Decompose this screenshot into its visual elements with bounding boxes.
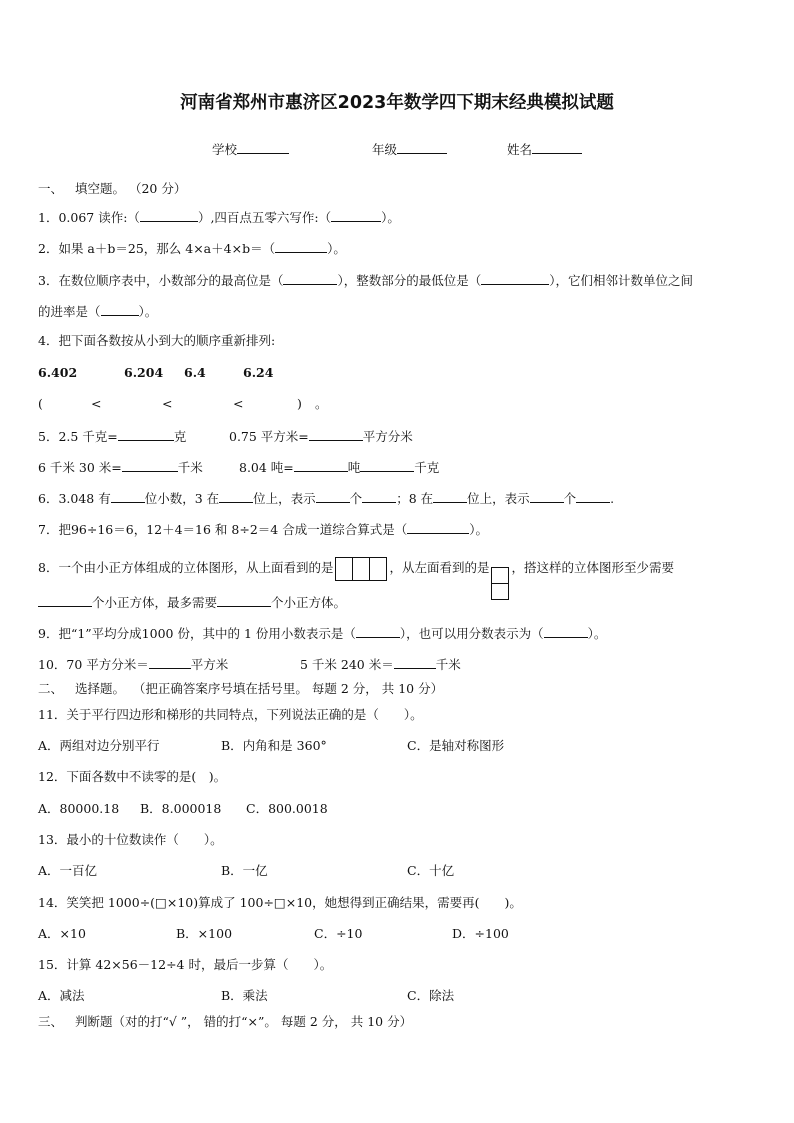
answer-blank[interactable] — [362, 489, 396, 503]
q7-text-b: ）。 — [469, 522, 488, 537]
question-10-part2 — [300, 655, 461, 673]
answer-blank[interactable] — [118, 427, 174, 441]
q5-text-h: 吨 — [347, 460, 361, 475]
answer-blank[interactable] — [283, 271, 337, 285]
question-9 — [38, 624, 606, 642]
school-label: 学校 — [212, 142, 238, 157]
answer-blank[interactable] — [101, 302, 139, 316]
option-b[interactable]: B．内角和是 360° — [221, 738, 327, 753]
section2-number: 二、 — [38, 681, 64, 696]
q6-text-c: 位上，表示 — [253, 491, 316, 506]
question-15: 15．计算 42×56－12÷4 时，最后一步算（ ）。 — [38, 957, 333, 972]
q6-text-g: 个 — [563, 491, 577, 506]
q8-text-a: 8．一个由小正方体组成的立体图形，从上面看到的是 — [38, 560, 334, 575]
answer-blank[interactable] — [316, 489, 350, 503]
answer-blank[interactable] — [544, 624, 588, 638]
answer-blank[interactable] — [356, 624, 400, 638]
q8-text-b: ，从左面看到的是 — [389, 560, 490, 575]
q4-period: 。 — [315, 396, 328, 411]
option-b[interactable]: B．×100 — [176, 926, 233, 941]
q6-text-a: 6．3.048 有 — [38, 491, 111, 506]
answer-blank[interactable] — [394, 655, 436, 669]
question-3 — [38, 271, 693, 289]
left-view-figure — [491, 567, 509, 600]
option-c[interactable]: C．÷10 — [314, 926, 363, 941]
answer-blank[interactable] — [433, 489, 467, 503]
answer-blank[interactable] — [576, 489, 610, 503]
answer-blank[interactable] — [149, 655, 191, 669]
section3-number: 三、 — [38, 1014, 64, 1029]
option-c[interactable]: C．十亿 — [407, 863, 455, 878]
name-field — [507, 140, 582, 158]
answer-blank[interactable] — [309, 427, 363, 441]
question-5-line2 — [38, 458, 203, 476]
grade-blank[interactable] — [397, 140, 447, 154]
section1-title: 填空题。 — [74, 181, 125, 196]
question-2 — [38, 239, 346, 257]
section2-heading — [38, 681, 443, 697]
option-b[interactable]: B．乘法 — [221, 988, 268, 1003]
question-1 — [38, 208, 400, 226]
option-c[interactable]: C．是轴对称图形 — [407, 738, 505, 753]
q4-close-paren: ) — [297, 396, 302, 411]
section3-heading — [38, 1014, 412, 1030]
q5-text-d: 平方分米 — [362, 429, 413, 444]
q1-text-c: ）。 — [381, 210, 400, 225]
question-6 — [38, 489, 614, 507]
q4-number-1: 6.402 — [38, 365, 78, 380]
q3-text-c: ），它们相邻计数单位之间 — [549, 273, 693, 288]
answer-blank[interactable] — [217, 593, 271, 607]
q6-text-e: ；8 在 — [396, 491, 434, 506]
answer-blank[interactable] — [407, 520, 469, 534]
q2-text-a: 2．如果 a＋b＝25，那么 4×a＋4×b＝（ — [38, 241, 276, 256]
section3-title: 判断题（对的打“√ ”， 错的打“×”。 每题 2 分， 共 10 分） — [74, 1014, 413, 1029]
top-view-figure — [335, 557, 387, 581]
question-11: 11．关于平行四边形和梯形的共同特点，下列说法正确的是（ ）。 — [38, 707, 423, 722]
name-label: 姓名 — [507, 142, 533, 157]
option-c[interactable]: C．800.0018 — [246, 801, 328, 816]
q5-text-a: 5．2.5 千克= — [38, 429, 118, 444]
q3-text-d: 的进率是（ — [38, 304, 101, 319]
q6-text-h: . — [610, 491, 615, 506]
q3-text-b: ），整数部分的最低位是（ — [337, 273, 482, 288]
q4-less-than: < — [162, 396, 173, 411]
question-8-cont — [38, 593, 346, 611]
answer-blank[interactable] — [140, 208, 198, 222]
q9-text-c: ）。 — [587, 626, 607, 641]
question-4: 4．把下面各数按从小到大的顺序重新排列: — [38, 333, 276, 348]
answer-blank[interactable] — [111, 489, 145, 503]
question-14: 14．笑笑把 1000÷(□×10)算成了 100÷□×10，她想得到正确结果，需要再( )。 — [38, 895, 522, 910]
section1-number: 一、 — [38, 181, 64, 196]
q6-text-f: 位上，表示 — [467, 491, 530, 506]
option-a[interactable]: A．两组对边分别平行 — [38, 738, 160, 753]
option-a[interactable]: A．80000.18 — [38, 801, 120, 816]
q10-text-b: 平方米 — [190, 657, 229, 672]
q9-text-b: ），也可以用分数表示为（ — [399, 626, 544, 641]
q5-text-c: 0.75 平方米= — [229, 429, 309, 444]
q4-open-paren: ( — [38, 396, 43, 411]
school-blank[interactable] — [237, 140, 289, 154]
question-3-cont — [38, 302, 157, 320]
question-5-part2 — [229, 427, 413, 445]
q3-text-e: ）。 — [138, 304, 158, 319]
question-5 — [38, 427, 186, 445]
answer-blank[interactable] — [122, 458, 178, 472]
school-field — [212, 140, 289, 158]
option-b[interactable]: B．一亿 — [221, 863, 268, 878]
answer-blank[interactable] — [360, 458, 414, 472]
option-c[interactable]: C．除法 — [407, 988, 455, 1003]
answer-blank[interactable] — [331, 208, 381, 222]
q8-text-c: ，搭这样的立体图形至少需要 — [511, 560, 674, 575]
answer-blank[interactable] — [294, 458, 348, 472]
q2-text-b: ）。 — [327, 241, 346, 256]
q6-text-d: 个 — [349, 491, 363, 506]
q5-text-g: 8.04 吨= — [239, 460, 294, 475]
answer-blank[interactable] — [275, 239, 327, 253]
page-title: 河南省郑州市惠济区2023年数学四下期末经典模拟试题 — [180, 93, 614, 113]
q3-text-a: 3．在数位顺序表中，小数部分的最高位是（ — [38, 273, 284, 288]
q7-text-a: 7．把96÷16＝6，12＋4＝16 和 8÷2＝4 合成一道综合算式是（ — [38, 522, 408, 537]
question-7 — [38, 520, 488, 538]
q5-text-e: 6 千米 30 米= — [38, 460, 122, 475]
q4-less-than: < — [91, 396, 102, 411]
q5-text-f: 千米 — [177, 460, 203, 475]
section2-note: （把正确答案序号填在括号里。 每题 2 分， 共 10 分） — [132, 681, 444, 696]
grade-label: 年级 — [372, 142, 398, 157]
q10-text-a: 10．70 平方分米＝ — [38, 657, 149, 672]
q4-number-2: 6.204 — [124, 365, 164, 380]
q4-number-4: 6.24 — [243, 365, 274, 380]
answer-blank[interactable] — [219, 489, 253, 503]
name-blank[interactable] — [532, 140, 582, 154]
q1-text-a: 1．0.067 读作:（ — [38, 210, 140, 225]
q10-text-c: 5 千米 240 米＝ — [300, 657, 394, 672]
question-5-line2-part2 — [239, 458, 439, 476]
answer-blank[interactable] — [38, 593, 92, 607]
option-a[interactable]: A．一百亿 — [38, 863, 98, 878]
question-10 — [38, 655, 228, 673]
q8-text-e: 个小正方体。 — [271, 595, 347, 610]
option-a[interactable]: A．×10 — [38, 926, 86, 941]
question-12: 12．下面各数中不读零的是( )。 — [38, 769, 227, 784]
question-13: 13．最小的十位数读作（ ）。 — [38, 832, 223, 847]
q6-text-b: 位小数，3 在 — [144, 491, 220, 506]
option-b[interactable]: B．8.000018 — [140, 801, 222, 816]
grade-field — [372, 140, 447, 158]
answer-blank[interactable] — [530, 489, 564, 503]
q5-text-i: 千克 — [414, 460, 440, 475]
q10-text-d: 千米 — [435, 657, 461, 672]
q4-number-3: 6.4 — [184, 365, 206, 380]
answer-blank[interactable] — [481, 271, 549, 285]
section1-heading — [38, 181, 186, 197]
q1-text-b: ）,四百点五零六写作:（ — [197, 210, 332, 225]
q9-text-a: 9．把“1”平均分成1000 份，其中的 1 份用小数表示是（ — [38, 626, 356, 641]
section1-points: （20 分） — [128, 181, 187, 196]
option-d[interactable]: D．÷100 — [452, 926, 509, 941]
q4-less-than: < — [233, 396, 244, 411]
q8-text-d: 个小正方体，最多需要 — [92, 595, 218, 610]
q5-text-b: 克 — [173, 429, 187, 444]
option-a[interactable]: A．减法 — [38, 988, 85, 1003]
section2-title: 选择题。 — [74, 681, 125, 696]
